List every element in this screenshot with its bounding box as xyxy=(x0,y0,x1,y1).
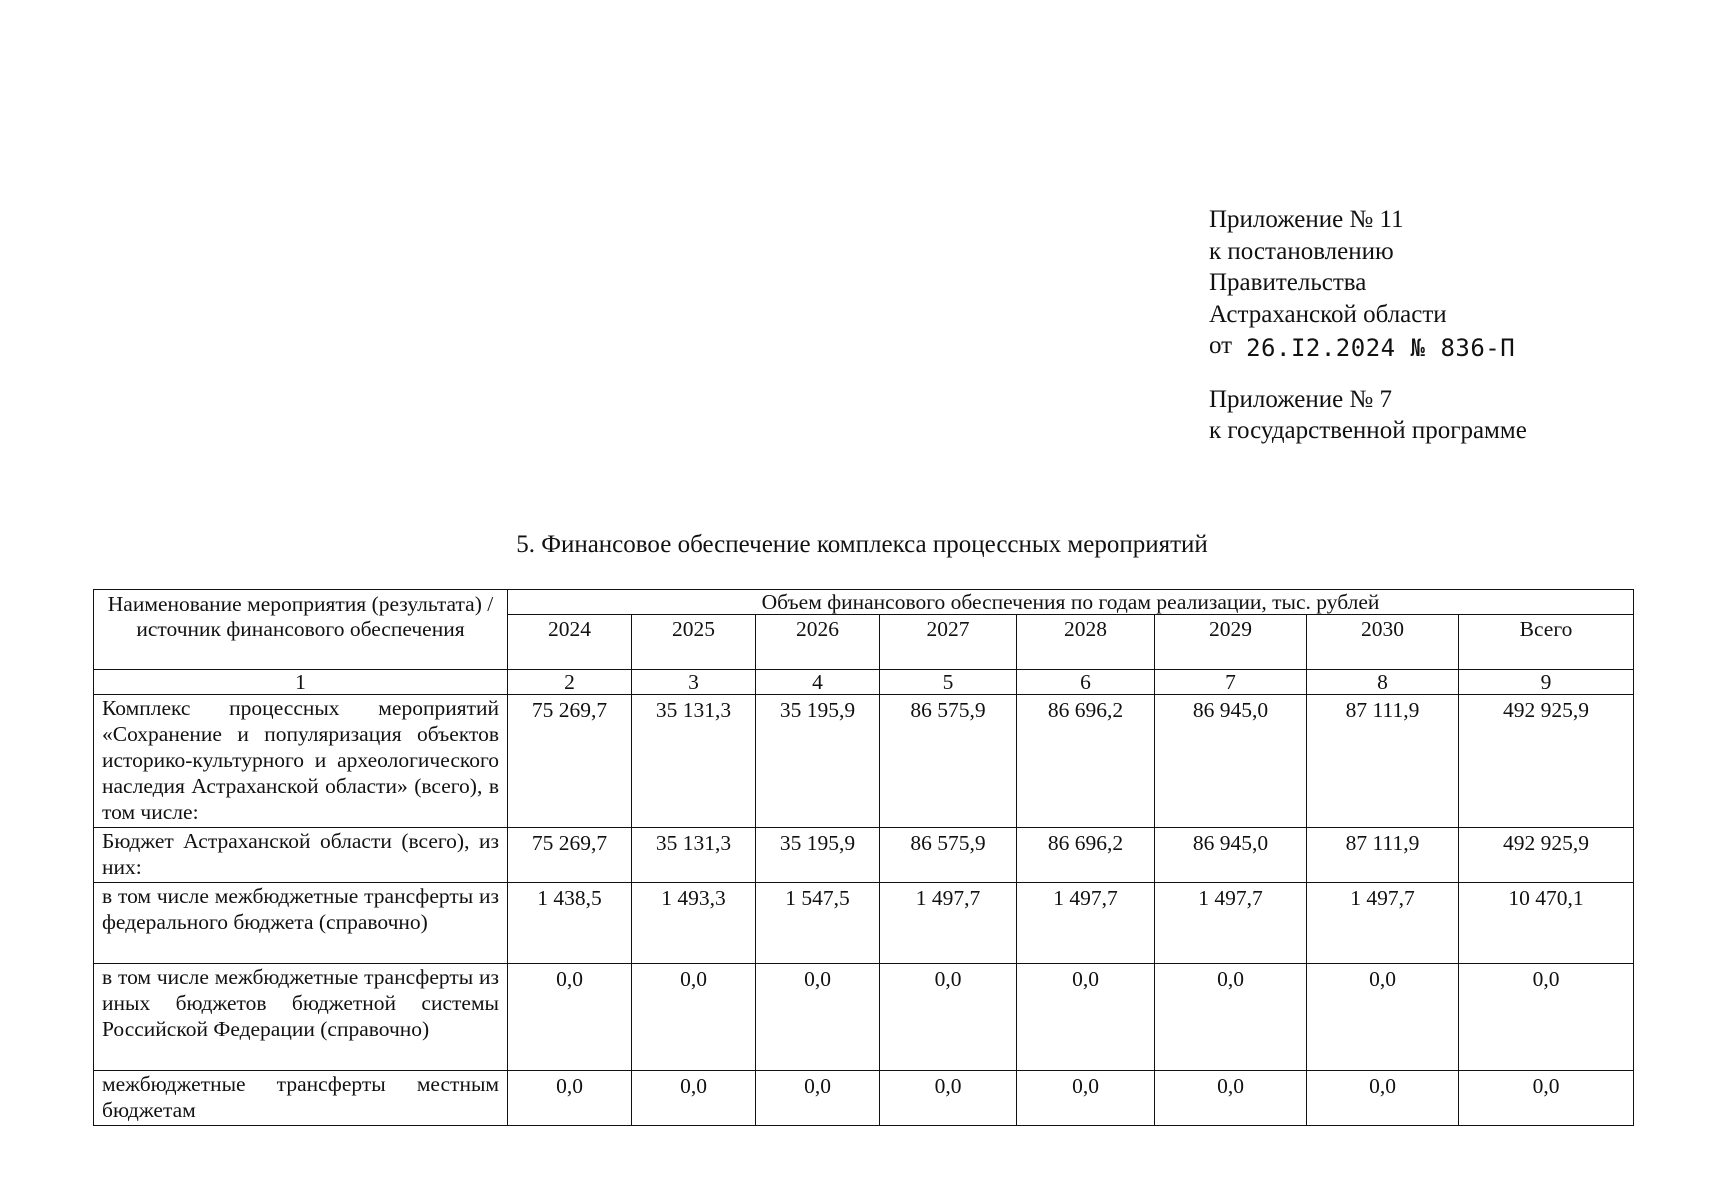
row-value: 35 131,3 xyxy=(632,828,756,883)
attachment-gap xyxy=(1209,362,1527,384)
attachment-block xyxy=(1209,204,1527,447)
row-total: 10 470,1 xyxy=(1459,883,1634,964)
row-value: 1 438,5 xyxy=(508,883,632,964)
row-value: 0,0 xyxy=(508,964,632,1071)
row-value: 86 575,9 xyxy=(880,695,1017,828)
date-prefix: от xyxy=(1209,332,1233,359)
row-value: 1 547,5 xyxy=(756,883,880,964)
column-number: 7 xyxy=(1155,670,1307,695)
row-value: 0,0 xyxy=(1017,964,1155,1071)
row-value: 0,0 xyxy=(632,964,756,1071)
row-value: 1 497,7 xyxy=(880,883,1017,964)
column-number: 1 xyxy=(94,670,508,695)
row-value: 86 696,2 xyxy=(1017,828,1155,883)
total-header: Всего xyxy=(1459,615,1634,670)
row-value: 0,0 xyxy=(880,1071,1017,1126)
section-title: 5. Финансовое обеспечение комплекса процессных мероприятий xyxy=(516,531,1208,558)
row-value: 87 111,9 xyxy=(1307,695,1459,828)
year-header: 2030 xyxy=(1307,615,1459,670)
row-value: 75 269,7 xyxy=(508,695,632,828)
row-total: 492 925,9 xyxy=(1459,828,1634,883)
row-label: Бюджет Астраханской области (всего), из них: xyxy=(94,828,508,883)
row-value: 0,0 xyxy=(1307,1071,1459,1126)
year-header: 2029 xyxy=(1155,615,1307,670)
row-total: 492 925,9 xyxy=(1459,695,1634,828)
row-value: 1 497,7 xyxy=(1307,883,1459,964)
attachment-line: Астраханской области xyxy=(1209,300,1447,328)
row-value: 0,0 xyxy=(1307,964,1459,1071)
row-value: 86 945,0 xyxy=(1155,695,1307,828)
row-value: 35 195,9 xyxy=(756,828,880,883)
row-value: 35 195,9 xyxy=(756,695,880,828)
attachment-line: к постановлению xyxy=(1209,237,1394,265)
column-number: 3 xyxy=(632,670,756,695)
year-header: 2028 xyxy=(1017,615,1155,670)
row-value: 0,0 xyxy=(880,964,1017,1071)
funding-group-header: Объем финансового обеспечения по годам реализации, тыс. рублей xyxy=(508,590,1634,615)
attachment-line: к государственной программе xyxy=(1209,417,1527,444)
column-number: 6 xyxy=(1017,670,1155,695)
row-value: 0,0 xyxy=(756,964,880,1071)
name-column-header: Наименование мероприятия (результата) / источник финансового обеспечения xyxy=(94,590,508,670)
row-value: 0,0 xyxy=(1155,964,1307,1071)
year-header: 2026 xyxy=(756,615,880,670)
year-header: 2024 xyxy=(508,615,632,670)
table-row xyxy=(94,695,1634,828)
column-number: 8 xyxy=(1307,670,1459,695)
table-row xyxy=(94,828,1634,883)
row-total: 0,0 xyxy=(1459,964,1634,1071)
table-row xyxy=(94,1071,1634,1126)
row-value: 75 269,7 xyxy=(508,828,632,883)
row-value: 35 131,3 xyxy=(632,695,756,828)
column-number: 2 xyxy=(508,670,632,695)
column-number: 4 xyxy=(756,670,880,695)
row-value: 0,0 xyxy=(632,1071,756,1126)
table-row xyxy=(94,883,1634,964)
row-value: 0,0 xyxy=(756,1071,880,1126)
row-value: 1 497,7 xyxy=(1017,883,1155,964)
date-stamp: 26.I2.2024 № 836-П xyxy=(1246,334,1516,362)
column-number-row xyxy=(94,670,1634,695)
column-number: 9 xyxy=(1459,670,1634,695)
row-value: 1 493,3 xyxy=(632,883,756,964)
row-label: в том числе межбюджетные трансферты из федерального бюджета (справочно) xyxy=(94,883,508,964)
row-value: 1 497,7 xyxy=(1155,883,1307,964)
row-label: Комплекс процессных мероприятий «Сохранение и популяризация объектов историко-культурного и археологического наследия Астраханской области» (всего), в том числе: xyxy=(94,695,508,828)
row-value: 86 575,9 xyxy=(880,828,1017,883)
year-header: 2027 xyxy=(880,615,1017,670)
row-value: 0,0 xyxy=(1155,1071,1307,1126)
attachment-line: Приложение № 7 xyxy=(1209,385,1393,413)
attachment-line: Приложение № 11 xyxy=(1209,206,1404,233)
year-header: 2025 xyxy=(632,615,756,670)
attachment-date-line xyxy=(1209,330,1527,362)
row-value: 86 696,2 xyxy=(1017,695,1155,828)
row-label: в том числе межбюджетные трансферты из иных бюджетов бюджетной системы Российской Федерации (справочно) xyxy=(94,964,508,1071)
row-value: 0,0 xyxy=(1017,1071,1155,1126)
attachment-line: Правительства xyxy=(1209,269,1367,296)
row-value: 87 111,9 xyxy=(1307,828,1459,883)
row-total: 0,0 xyxy=(1459,1071,1634,1126)
column-number: 5 xyxy=(880,670,1017,695)
row-value: 0,0 xyxy=(508,1071,632,1126)
row-label: межбюджетные трансферты местным бюджетам xyxy=(94,1071,508,1126)
row-value: 86 945,0 xyxy=(1155,828,1307,883)
table-row xyxy=(94,964,1634,1071)
finance-table xyxy=(93,589,1634,1126)
